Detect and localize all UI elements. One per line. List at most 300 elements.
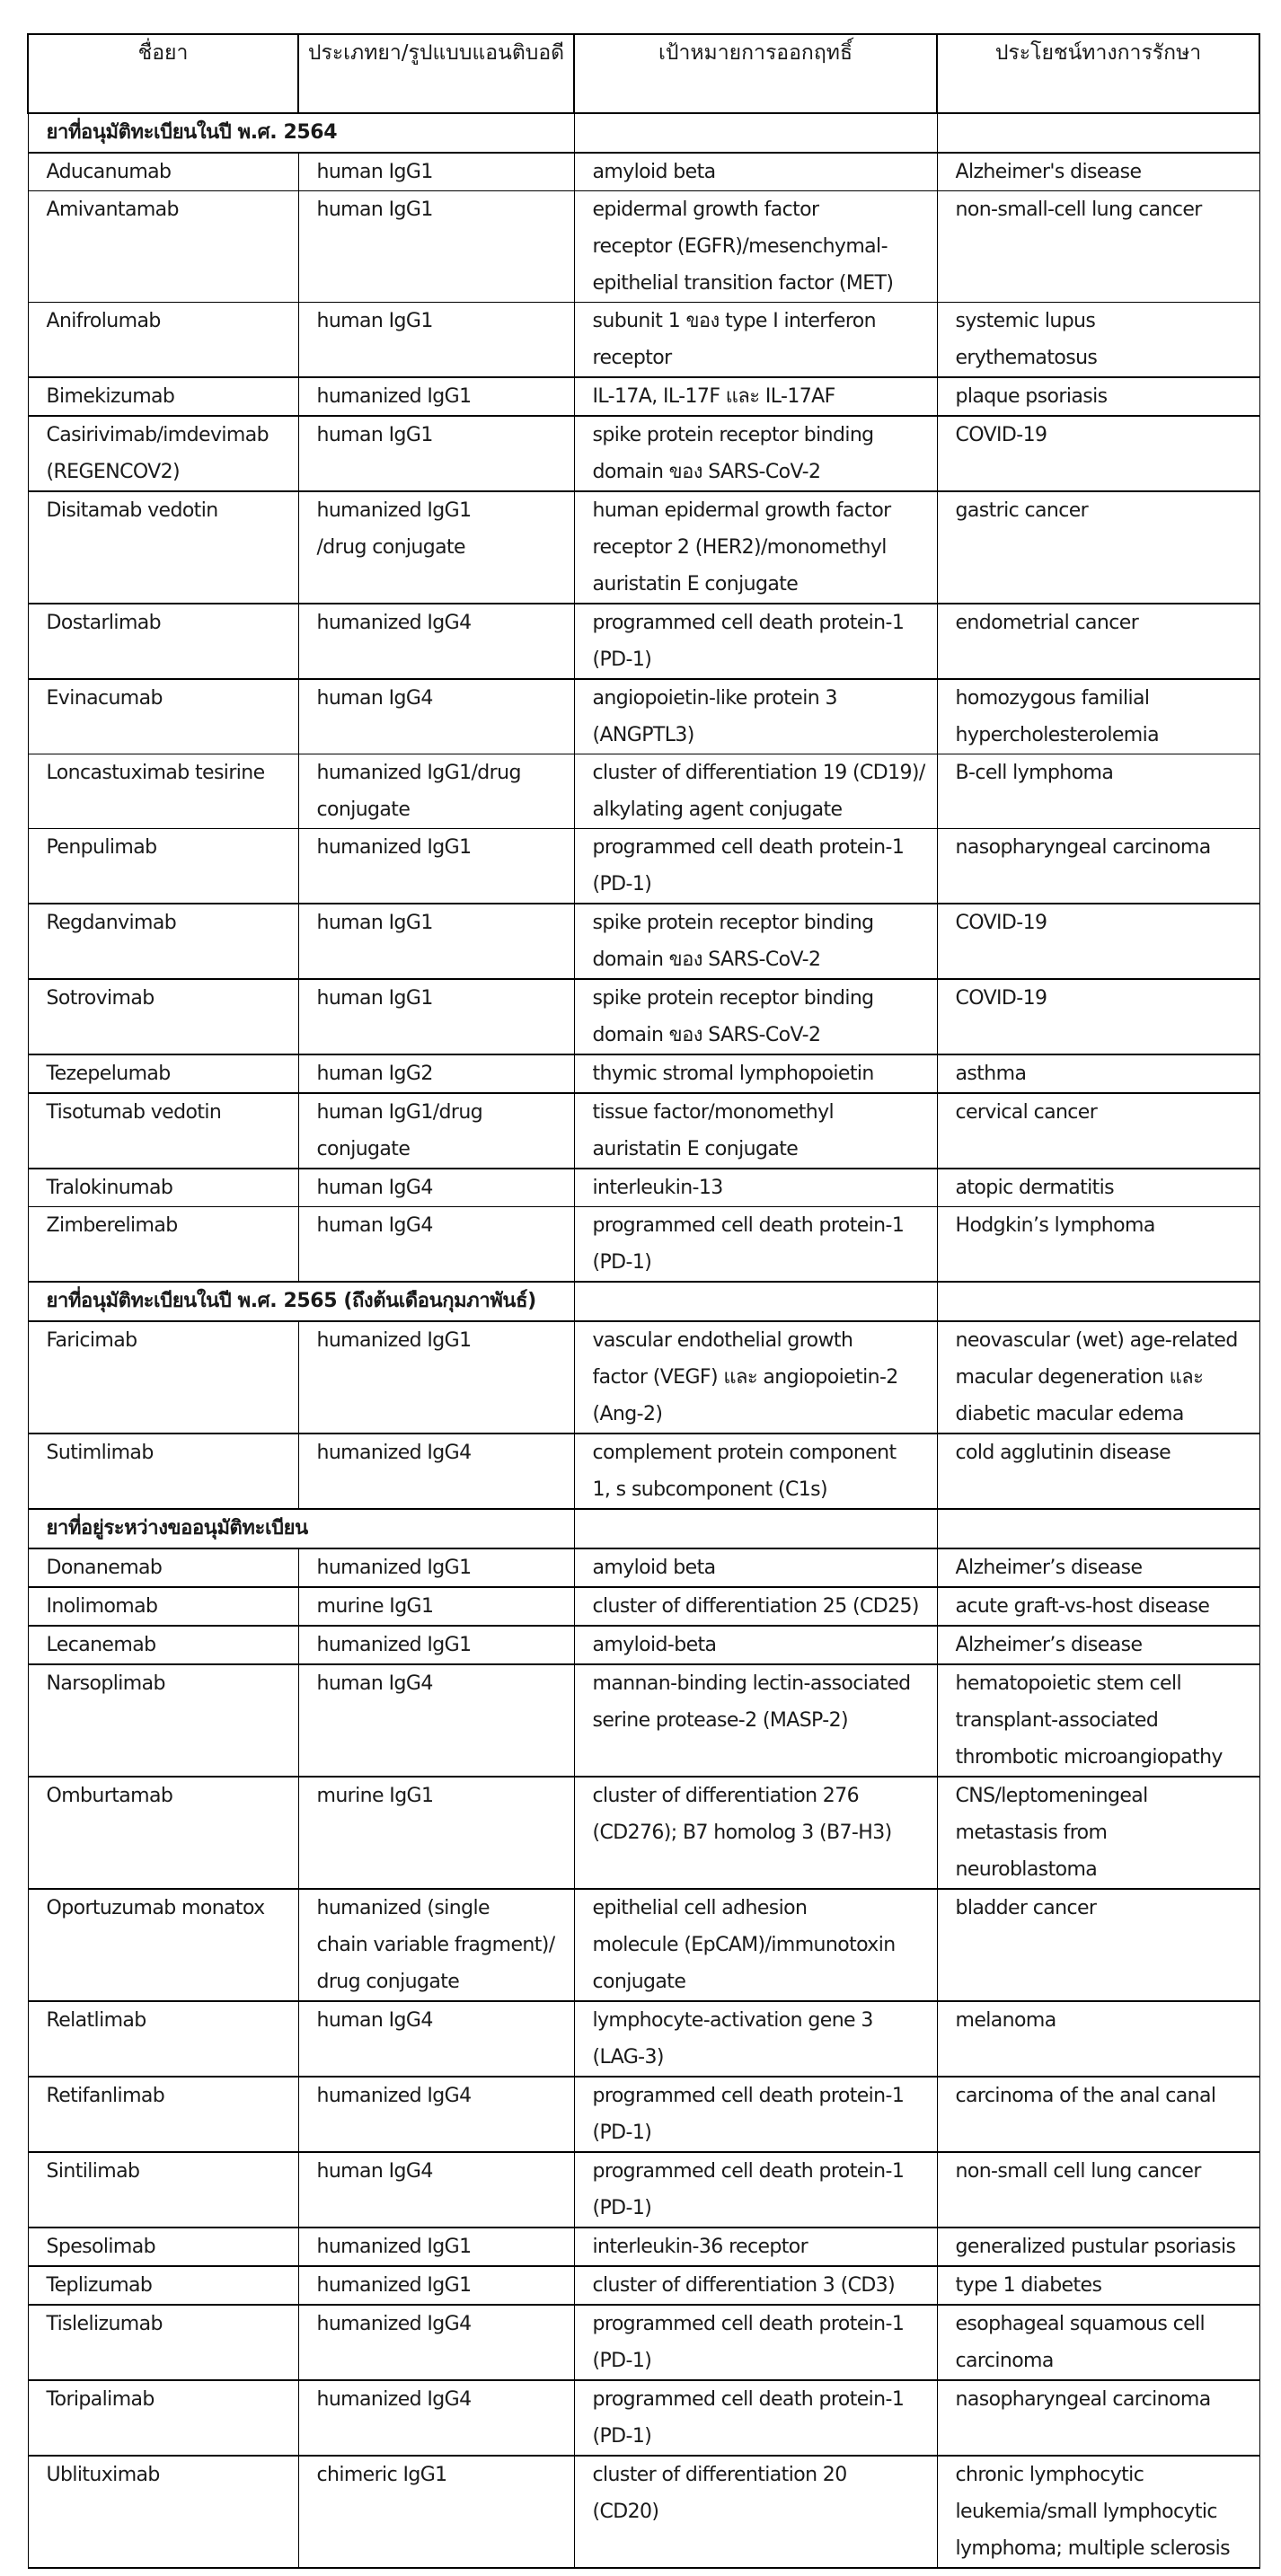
section-row — [28, 1509, 1259, 1548]
cell-text-line: non-small cell lung cancer — [955, 2160, 1201, 2183]
table-row — [28, 1207, 1259, 1283]
cell-text-line: human epidermal growth factor — [592, 499, 891, 522]
cell-text-line: humanized IgG1 — [316, 1634, 472, 1656]
cell-text-line: Sutimlimab — [46, 1442, 154, 1464]
header-drug-type: ประเภทยา/รูปแบบแอนติบอดี — [298, 34, 574, 113]
table-header — [28, 34, 1259, 113]
drug-type-cell — [298, 1093, 574, 1169]
table-body — [28, 113, 1259, 2568]
cell-text-line: programmed cell death protein-1 — [592, 612, 905, 634]
cell-text-line: human IgG4 — [316, 1214, 433, 1237]
drug-name-cell — [28, 377, 298, 416]
table-row — [28, 2152, 1259, 2228]
target-cell — [574, 2380, 937, 2456]
cell-text-line: human IgG1 — [316, 424, 433, 446]
therapeutic-use-cell — [937, 416, 1259, 491]
table-row — [28, 1777, 1259, 1889]
cell-text-line: Casirivimab/imdevimab — [46, 424, 269, 446]
cell-text-line: cluster of differentiation 276 — [592, 1785, 859, 1807]
drug-name-cell — [28, 1587, 298, 1626]
target-cell — [574, 2001, 937, 2077]
drug-name-cell — [28, 604, 298, 679]
table-row — [28, 191, 1259, 303]
cell-text-line: systemic lupus — [955, 310, 1096, 332]
cell-text-line: drug conjugate — [316, 1971, 460, 1993]
drug-name-cell — [28, 1664, 298, 1777]
therapeutic-use-cell — [937, 1321, 1259, 1434]
cell-text-line: auristatin E conjugate — [592, 1138, 799, 1160]
target-cell — [574, 303, 937, 378]
therapeutic-use-cell — [937, 1777, 1259, 1889]
cell-text-line: murine IgG1 — [316, 1785, 434, 1807]
drug-name-cell — [28, 2266, 298, 2305]
cell-text-line: (Ang-2) — [592, 1403, 663, 1425]
cell-text-line: Amivantamab — [46, 198, 179, 221]
target-cell — [574, 153, 937, 191]
drug-type-cell — [298, 191, 574, 303]
cell-text-line: interleukin-36 receptor — [592, 2236, 808, 2258]
cell-text-line: human IgG1 — [316, 987, 433, 1010]
drug-type-cell — [298, 153, 574, 191]
therapeutic-use-cell — [937, 1664, 1259, 1777]
table-row — [28, 2266, 1259, 2305]
therapeutic-use-cell — [937, 1207, 1259, 1283]
cell-text-line: receptor 2 (HER2)/monomethyl — [592, 536, 887, 559]
cell-text-line: COVID-19 — [955, 987, 1047, 1010]
drug-type-cell — [298, 1054, 574, 1093]
target-cell — [574, 1054, 937, 1093]
cell-text-line: conjugate — [592, 1971, 686, 1993]
table-row — [28, 904, 1259, 979]
cell-text-line: complement protein component — [592, 1442, 897, 1464]
cell-text-line: bladder cancer — [955, 1897, 1097, 1919]
header-row — [28, 34, 1259, 113]
cell-text-line: acute graft-vs-host disease — [955, 1595, 1210, 1618]
cell-text-line: chronic lymphocytic — [955, 2464, 1144, 2486]
table-row — [28, 829, 1259, 904]
target-cell — [574, 416, 937, 491]
cell-text-line: tissue factor/monomethyl — [592, 1101, 835, 1124]
target-cell — [574, 1321, 937, 1434]
cell-text-line: amyloid beta — [592, 161, 716, 183]
therapeutic-use-cell — [937, 2077, 1259, 2152]
drug-type-cell — [298, 1321, 574, 1434]
section-row — [28, 113, 1259, 153]
table-row — [28, 1093, 1259, 1169]
table-row — [28, 2228, 1259, 2266]
drug-type-cell — [298, 754, 574, 829]
cell-text-line: Hodgkin’s lymphoma — [955, 1214, 1155, 1237]
target-cell — [574, 2266, 937, 2305]
therapeutic-use-cell — [937, 2380, 1259, 2456]
cell-text-line: generalized pustular psoriasis — [955, 2236, 1236, 2258]
cell-text-line: (PD-1) — [592, 2425, 652, 2448]
drug-name-cell — [28, 1777, 298, 1889]
cell-text-line: human IgG2 — [316, 1063, 433, 1085]
therapeutic-use-cell — [937, 2001, 1259, 2077]
cell-text-line: nasopharyngeal carcinoma — [955, 836, 1211, 859]
cell-text-line: humanized IgG1 — [316, 836, 472, 859]
therapeutic-use-cell — [937, 679, 1259, 754]
therapeutic-use-cell — [937, 303, 1259, 378]
therapeutic-use-cell — [937, 2228, 1259, 2266]
table-row — [28, 2077, 1259, 2152]
cell-text-line: (CD20) — [592, 2501, 659, 2523]
cell-text-line: (ANGPTL3) — [592, 724, 694, 746]
drug-name-cell — [28, 1054, 298, 1093]
cell-text-line: receptor — [592, 347, 672, 369]
cell-text-line: molecule (EpCAM)/immunotoxin — [592, 1934, 896, 1956]
cell-text-line: cluster of differentiation 25 (CD25) — [592, 1595, 919, 1618]
cell-text-line: thrombotic microangiopathy — [955, 1746, 1223, 1769]
section-row — [28, 1282, 1259, 1321]
target-cell — [574, 1664, 937, 1777]
table-row — [28, 1889, 1259, 2001]
cell-text-line: COVID-19 — [955, 424, 1047, 446]
cell-text-line: cold agglutinin disease — [955, 1442, 1171, 1464]
cell-text-line: esophageal squamous cell — [955, 2313, 1206, 2335]
therapeutic-use-cell — [937, 829, 1259, 904]
drug-type-cell — [298, 1434, 574, 1509]
therapeutic-use-cell — [937, 1626, 1259, 1664]
cell-text-line: humanized IgG4 — [316, 612, 472, 634]
drug-type-cell — [298, 1664, 574, 1777]
drug-type-cell — [298, 1777, 574, 1889]
table-row — [28, 303, 1259, 378]
drug-type-cell — [298, 904, 574, 979]
cell-text-line: Ublituximab — [46, 2464, 160, 2486]
cell-text-line: spike protein receptor binding — [592, 912, 874, 934]
therapeutic-use-cell — [937, 191, 1259, 303]
table-row — [28, 679, 1259, 754]
cell-text-line: humanized IgG4 — [316, 2388, 472, 2411]
cell-text-line: thymic stromal lymphopoietin — [592, 1063, 874, 1085]
cell-text-line: macular degeneration และ — [955, 1366, 1204, 1389]
cell-text-line: (LAG-3) — [592, 2046, 664, 2069]
cell-text-line: mannan-binding lectin-associated — [592, 1672, 911, 1695]
drug-type-cell — [298, 377, 574, 416]
drug-name-cell — [28, 2305, 298, 2380]
target-cell — [574, 2077, 937, 2152]
cell-text-line: receptor (EGFR)/mesenchymal- — [592, 235, 888, 258]
cell-text-line: Anifrolumab — [46, 310, 161, 332]
drug-type-cell — [298, 1169, 574, 1207]
therapeutic-use-cell — [937, 2152, 1259, 2228]
drug-type-cell — [298, 491, 574, 604]
therapeutic-use-cell — [937, 979, 1259, 1054]
cell-text-line: humanized IgG1 — [316, 1329, 472, 1352]
cell-text-line: chimeric IgG1 — [316, 2464, 447, 2486]
cell-text-line: programmed cell death protein-1 — [592, 2388, 905, 2411]
therapeutic-use-cell — [937, 1434, 1259, 1509]
drug-type-cell — [298, 604, 574, 679]
antibody-drug-table — [27, 33, 1260, 2569]
therapeutic-use-cell — [937, 2305, 1259, 2380]
section-empty-cell — [937, 1509, 1259, 1548]
cell-text-line: CNS/leptomeningeal — [955, 1785, 1148, 1807]
table-row — [28, 1321, 1259, 1434]
cell-text-line: Alzheimer’s disease — [955, 1634, 1143, 1656]
cell-text-line: Tisotumab vedotin — [46, 1101, 222, 1124]
drug-name-cell — [28, 1169, 298, 1207]
drug-type-cell — [298, 2380, 574, 2456]
cell-text-line: humanized (single — [316, 1897, 490, 1919]
header-target: เป้าหมายการออกฤทธิ์ — [574, 34, 937, 113]
cell-text-line: Inolimomab — [46, 1595, 158, 1618]
cell-text-line: Lecanemab — [46, 1634, 156, 1656]
cell-text-line: IL-17A, IL-17F และ IL-17AF — [592, 385, 835, 408]
cell-text-line: human IgG1 — [316, 161, 433, 183]
cell-text-line: Oportuzumab monatox — [46, 1897, 265, 1919]
header-drug-name: ชื่อยา — [28, 34, 298, 113]
cell-text-line: human IgG4 — [316, 2009, 433, 2032]
cell-text-line: Bimekizumab — [46, 385, 175, 408]
cell-text-line: Regdanvimab — [46, 912, 177, 934]
drug-name-cell — [28, 1434, 298, 1509]
drug-name-cell — [28, 491, 298, 604]
cell-text-line: hematopoietic stem cell — [955, 1672, 1181, 1695]
drug-name-cell — [28, 2228, 298, 2266]
drug-name-cell — [28, 979, 298, 1054]
target-cell — [574, 904, 937, 979]
drug-name-cell — [28, 2152, 298, 2228]
cell-text-line: human IgG4 — [316, 687, 433, 710]
drug-name-cell — [28, 754, 298, 829]
target-cell — [574, 491, 937, 604]
cell-text-line: human IgG4 — [316, 1672, 433, 1695]
drug-name-cell — [28, 153, 298, 191]
cell-text-line: chain variable fragment)/ — [316, 1934, 555, 1956]
drug-type-cell — [298, 303, 574, 378]
cell-text-line: Alzheimer’s disease — [955, 1557, 1143, 1579]
section-empty-cell — [574, 1282, 937, 1321]
target-cell — [574, 1093, 937, 1169]
cell-text-line: humanized IgG4 — [316, 1442, 472, 1464]
cell-text-line: transplant-associated — [955, 1709, 1159, 1732]
cell-text-line: vascular endothelial growth — [592, 1329, 853, 1352]
drug-name-cell — [28, 2380, 298, 2456]
target-cell — [574, 2228, 937, 2266]
therapeutic-use-cell — [937, 2456, 1259, 2568]
table-row — [28, 1434, 1259, 1509]
therapeutic-use-cell — [937, 754, 1259, 829]
drug-name-cell — [28, 1548, 298, 1587]
cell-text-line: spike protein receptor binding — [592, 987, 874, 1010]
drug-name-cell — [28, 2456, 298, 2568]
therapeutic-use-cell — [937, 1054, 1259, 1093]
cell-text-line: Tezepelumab — [46, 1063, 171, 1085]
section-title: ยาที่อนุมัติทะเบียนในปี พ.ศ. 2564 — [28, 113, 574, 153]
cell-text-line: conjugate — [316, 798, 411, 821]
cell-text-line: endometrial cancer — [955, 612, 1139, 634]
cell-text-line: Retifanlimab — [46, 2085, 165, 2107]
drug-type-cell — [298, 1889, 574, 2001]
cell-text-line: Faricimab — [46, 1329, 137, 1352]
therapeutic-use-cell — [937, 153, 1259, 191]
table-row — [28, 1626, 1259, 1664]
therapeutic-use-cell — [937, 491, 1259, 604]
cell-text-line: domain ของ SARS-CoV-2 — [592, 461, 821, 483]
cell-text-line: epithelial cell adhesion — [592, 1897, 808, 1919]
therapeutic-use-cell — [937, 2266, 1259, 2305]
cell-text-line: (PD-1) — [592, 2197, 652, 2219]
cell-text-line: cluster of differentiation 3 (CD3) — [592, 2274, 896, 2297]
table-row — [28, 2380, 1259, 2456]
cell-text-line: interleukin-13 — [592, 1177, 723, 1199]
cell-text-line: serine protease-2 (MASP-2) — [592, 1709, 848, 1732]
cell-text-line: (PD-1) — [592, 2122, 652, 2144]
drug-type-cell — [298, 1587, 574, 1626]
cell-text-line: Sotrovimab — [46, 987, 155, 1010]
target-cell — [574, 2456, 937, 2568]
cell-text-line: programmed cell death protein-1 — [592, 2160, 905, 2183]
cell-text-line: Toripalimab — [46, 2388, 155, 2411]
section-empty-cell — [574, 113, 937, 153]
cell-text-line: humanized IgG1 — [316, 2236, 472, 2258]
target-cell — [574, 1548, 937, 1587]
cell-text-line: (PD-1) — [592, 648, 652, 671]
cell-text-line: programmed cell death protein-1 — [592, 2313, 905, 2335]
table-row — [28, 1169, 1259, 1207]
cell-text-line: type 1 diabetes — [955, 2274, 1102, 2297]
drug-name-cell — [28, 1321, 298, 1434]
section-empty-cell — [937, 113, 1259, 153]
cell-text-line: humanized IgG1 — [316, 499, 472, 522]
cell-text-line: carcinoma of the anal canal — [955, 2085, 1216, 2107]
cell-text-line: human IgG1 — [316, 310, 433, 332]
drug-name-cell — [28, 904, 298, 979]
drug-name-cell — [28, 191, 298, 303]
cell-text-line: metastasis from neuroblastoma — [955, 1822, 1108, 1881]
cell-text-line: programmed cell death protein-1 — [592, 1214, 905, 1237]
cell-text-line: (PD-1) — [592, 1251, 652, 1274]
cell-text-line: Sintilimab — [46, 2160, 140, 2183]
table-row — [28, 2305, 1259, 2380]
cell-text-line: humanized IgG1 — [316, 1557, 472, 1579]
therapeutic-use-cell — [937, 604, 1259, 679]
drug-type-cell — [298, 416, 574, 491]
therapeutic-use-cell — [937, 904, 1259, 979]
drug-name-cell — [28, 416, 298, 491]
cell-text-line: lymphocyte-activation gene 3 — [592, 2009, 873, 2032]
section-title: ยาที่อยู่ระหว่างขออนุมัติทะเบียน — [28, 1509, 574, 1548]
drug-type-cell — [298, 1207, 574, 1283]
cell-text-line: Spesolimab — [46, 2236, 155, 2258]
cell-text-line: diabetic macular edema — [955, 1403, 1184, 1425]
cell-text-line: humanized IgG1 — [316, 2274, 472, 2297]
cell-text-line: Tislelizumab — [46, 2313, 163, 2335]
cell-text-line: non-small-cell lung cancer — [955, 198, 1202, 221]
drug-type-cell — [298, 2305, 574, 2380]
drug-type-cell — [298, 2001, 574, 2077]
cell-text-line: humanized IgG4 — [316, 2085, 472, 2107]
cell-text-line: amyloid beta — [592, 1557, 716, 1579]
drug-type-cell — [298, 2228, 574, 2266]
cell-text-line: plaque psoriasis — [955, 385, 1108, 408]
cell-text-line: conjugate — [316, 1138, 411, 1160]
cell-text-line: humanized IgG1/drug — [316, 762, 521, 784]
cell-text-line: auristatin E conjugate — [592, 573, 799, 595]
target-cell — [574, 191, 937, 303]
cell-text-line: Evinacumab — [46, 687, 163, 710]
cell-text-line: programmed cell death protein-1 — [592, 2085, 905, 2107]
target-cell — [574, 2152, 937, 2228]
cell-text-line: neovascular (wet) age-related — [955, 1329, 1238, 1352]
cell-text-line: nasopharyngeal carcinoma — [955, 2388, 1211, 2411]
cell-text-line: COVID-19 — [955, 912, 1047, 934]
therapeutic-use-cell — [937, 377, 1259, 416]
cell-text-line: alkylating agent conjugate — [592, 798, 843, 821]
drug-name-cell — [28, 1207, 298, 1283]
drug-name-cell — [28, 829, 298, 904]
cell-text-line: Dostarlimab — [46, 612, 162, 634]
cell-text-line: Aducanumab — [46, 161, 172, 183]
therapeutic-use-cell — [937, 1548, 1259, 1587]
drug-name-cell — [28, 2001, 298, 2077]
drug-type-cell — [298, 829, 574, 904]
drug-name-cell — [28, 1093, 298, 1169]
target-cell — [574, 1626, 937, 1664]
cell-text-line: amyloid-beta — [592, 1634, 717, 1656]
table-row — [28, 1664, 1259, 1777]
cell-text-line: Zimberelimab — [46, 1214, 178, 1237]
drug-type-cell — [298, 979, 574, 1054]
therapeutic-use-cell — [937, 1169, 1259, 1207]
therapeutic-use-cell — [937, 1093, 1259, 1169]
cell-text-line: domain ของ SARS-CoV-2 — [592, 948, 821, 971]
target-cell — [574, 1169, 937, 1207]
cell-text-line: epithelial transition factor (MET) — [592, 272, 894, 295]
table-row — [28, 1548, 1259, 1587]
cell-text-line: Penpulimab — [46, 836, 157, 859]
drug-name-cell — [28, 303, 298, 378]
table-row — [28, 153, 1259, 191]
table-row — [28, 2456, 1259, 2568]
cell-text-line: lymphoma; multiple sclerosis — [955, 2537, 1231, 2560]
cell-text-line: murine IgG1 — [316, 1595, 434, 1618]
cell-text-line: Tralokinumab — [46, 1177, 173, 1199]
cell-text-line: /drug conjugate — [316, 536, 465, 559]
cell-text-line: B-cell lymphoma — [955, 762, 1114, 784]
cell-text-line: human IgG1 — [316, 912, 433, 934]
cell-text-line: atopic dermatitis — [955, 1177, 1115, 1199]
drug-name-cell — [28, 679, 298, 754]
table-row — [28, 979, 1259, 1054]
cell-text-line: leukemia/small lymphocytic — [955, 2501, 1217, 2523]
table-row — [28, 754, 1259, 829]
cell-text-line: asthma — [955, 1063, 1027, 1085]
cell-text-line: homozygous familial — [955, 687, 1150, 710]
section-title: ยาที่อนุมัติทะเบียนในปี พ.ศ. 2565 (ถึงต้นเดือนกุมภาพันธ์) — [28, 1282, 574, 1321]
cell-text-line: cervical cancer — [955, 1101, 1098, 1124]
target-cell — [574, 2305, 937, 2380]
cell-text-line: Teplizumab — [46, 2274, 153, 2297]
cell-text-line: Donanemab — [46, 1557, 163, 1579]
cell-text-line: (CD276); B7 homolog 3 (B7-H3) — [592, 1822, 892, 1844]
table-row — [28, 377, 1259, 416]
drug-name-cell — [28, 1889, 298, 2001]
cell-text-line: gastric cancer — [955, 499, 1089, 522]
cell-text-line: human IgG1/drug — [316, 1101, 483, 1124]
cell-text-line: Alzheimer's disease — [955, 161, 1142, 183]
drug-name-cell — [28, 1626, 298, 1664]
cell-text-line: Relatlimab — [46, 2009, 146, 2032]
table-row — [28, 491, 1259, 604]
cell-text-line: factor (VEGF) และ angiopoietin-2 — [592, 1366, 898, 1389]
cell-text-line: melanoma — [955, 2009, 1056, 2032]
cell-text-line: angiopoietin-like protein 3 — [592, 687, 837, 710]
cell-text-line: 1, s subcomponent (C1s) — [592, 1478, 827, 1501]
